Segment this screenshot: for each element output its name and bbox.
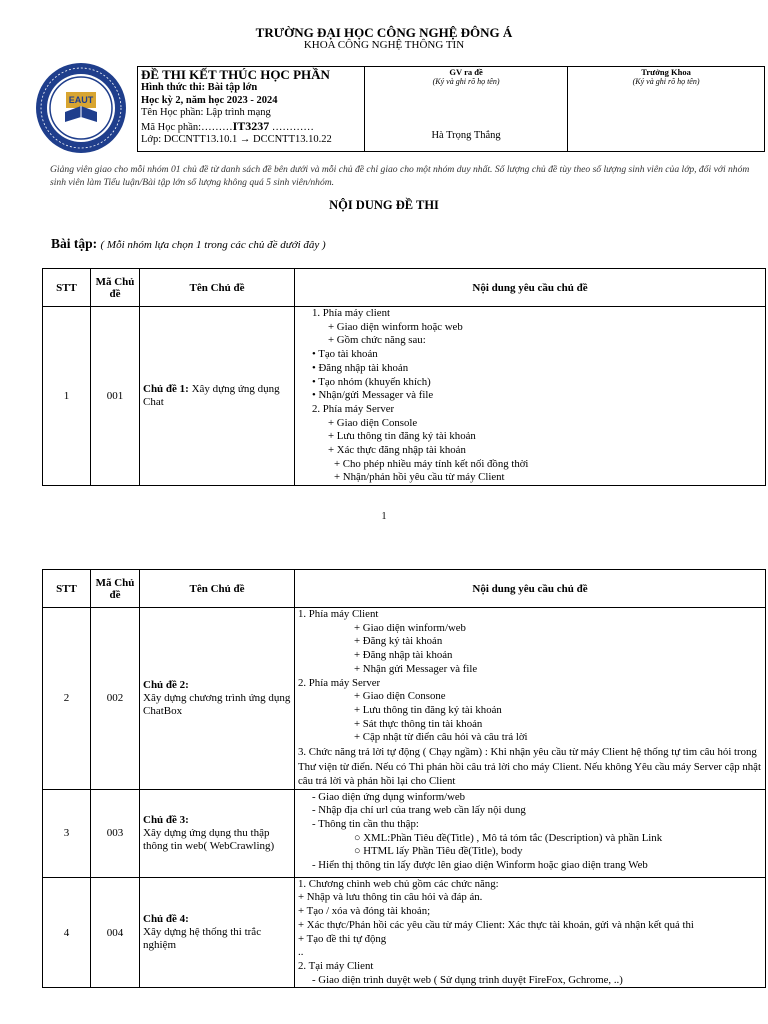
page-number: 1 [381, 511, 387, 522]
table-header-row [43, 570, 766, 608]
topic-name-bold: Chủ đề 1: [143, 383, 189, 396]
topic-name-bold: Chủ đề 3: [143, 813, 189, 826]
logo-text: EAUT [68, 95, 94, 105]
topic-stt: 1 [43, 307, 91, 486]
topics-table-page1 [42, 268, 766, 486]
instruction-note: Giảng viên giao cho mỗi nhóm 01 chủ đề từ danh sách đề bên dưới và mỗi chủ đề chỉ giao cho một nhóm duy nhất. Số lượng chủ đề tùy theo số lượng sinh viên của lớp, đối với nhóm sinh viên làm Tiểu luận/Bài tập lớn số lượng không quá 5 sinh viên/nhóm. [50, 164, 750, 188]
topics-table-page2 [42, 569, 766, 988]
topic-name [140, 608, 295, 790]
topic-name-rest: Xây dựng ứng dụng Chat [143, 383, 280, 409]
content-line: 1. Chương chình web chủ gồm các chức năng: [298, 877, 499, 890]
section-title: NỘI DUNG ĐỀ THI [329, 198, 439, 212]
table-row [43, 789, 766, 877]
exam-form: Hình thức thi: Bài tập lớn [141, 82, 258, 93]
topic-content [295, 307, 766, 486]
header-content: Nội dung yêu cầu chủ đề [295, 269, 766, 307]
exam-info-table [137, 66, 765, 152]
content-line: + Lưu thông tin đăng ký tài khoản [354, 703, 502, 716]
topic-name [140, 789, 295, 877]
content-line: - Nhập địa chỉ url của trang web cần lấy nội dung [312, 804, 526, 817]
topic-name-bold: Chủ đề 2: [143, 678, 189, 691]
content-line: - Giao diện trình duyệt web ( Sử dụng trình duyệt FireFox, Gchrome, ..) [312, 973, 623, 986]
content-line: ○ XML:Phần Tiêu đề(Title) , Mô tả tóm tắc (Description) và phần Link [354, 831, 663, 844]
content-line: + Giao diện Consone [354, 690, 446, 703]
content-line: 2. Phía máy Server [298, 676, 381, 689]
exam-info-cell [138, 67, 365, 152]
content-line: - Giao diện ứng dụng winform/web [312, 790, 466, 803]
content-line: 2. Tại máy Client [298, 959, 374, 972]
content-line: + Nhận/phản hồi yêu cầu từ máy Client [334, 471, 505, 484]
lecturer-label: GV ra đề [449, 67, 483, 77]
exercise-heading [51, 236, 326, 252]
exam-title: ĐỀ THI KẾT THÚC HỌC PHẦN [141, 67, 330, 82]
content-line: + Lưu thông tin đăng ký tài khoản [328, 430, 476, 443]
topic-code: 004 [91, 877, 140, 988]
topic-code: 001 [91, 307, 140, 486]
dean-signature-cell [568, 67, 765, 152]
content-line: .. [298, 946, 304, 959]
table-row [43, 307, 766, 486]
lecturer-sub: (Ký và ghi rõ họ tên) [432, 77, 500, 86]
content-line: + Xác thực/Phản hồi các yêu cầu từ máy Client: Xác thực tài khoản, gửi và nhận kết quả thi [298, 918, 694, 931]
exam-code-prefix: Mã Học phần:……… [141, 121, 233, 133]
content-line: - Hiển thị thông tin lấy được lên giao diện Winform hoặc giao diện trang Web [312, 859, 648, 872]
content-line: + Gồm chức năng sau: [328, 334, 426, 347]
topic-content [295, 789, 766, 877]
content-line: + Đăng ký tài khoản [354, 635, 443, 648]
content-line: + Giao diện winform hoặc web [328, 320, 463, 333]
content-line: 3. Chức năng trả lời tự động ( Chạy ngầm) : Khi nhận yêu cầu từ máy Client hệ thống tự tìm câu hỏi trong Thư viện từ điển. Nếu có Thì phản hồi câu trả lời cho máy Client. Nếu không Yêu cầu máy Server cập nhật câu trả lời và phản hồi lại cho Client [298, 746, 761, 788]
content-line: 1. Phía máy Client [298, 608, 379, 620]
topic-content [295, 608, 766, 790]
topic-name [140, 877, 295, 988]
table-row [43, 877, 766, 988]
topic-name-rest: Xây dựng ứng dụng thu thập thông tin web( WebCrawling) [143, 826, 275, 852]
content-line: + Xác thực đăng nhập tài khoản [328, 444, 466, 457]
topic-code: 002 [91, 608, 140, 790]
content-line: - Thông tin cần thu thập: [312, 817, 419, 830]
topic-name [140, 307, 295, 486]
content-line: ○ HTML lấy Phần Tiêu đề(Title), body [354, 845, 523, 858]
header-code: Mã Chủ đề [91, 269, 140, 307]
header-name: Tên Chủ đề [140, 269, 295, 307]
content-line: 1. Phía máy client [312, 307, 390, 319]
faculty-name: KHOA CÔNG NGHỆ THÔNG TIN [303, 39, 465, 51]
header-stt: STT [43, 570, 91, 608]
topic-stt: 4 [43, 877, 91, 988]
content-line: + Đăng nhập tài khoản [354, 649, 453, 662]
topic-name-bold: Chủ đề 4: [143, 913, 189, 926]
university-logo [35, 62, 127, 154]
topic-stt: 2 [43, 608, 91, 790]
content-line: + Nhập và lưu thông tin câu hỏi và đáp án. [298, 891, 483, 904]
dean-sub: (Ký và ghi rõ họ tên) [632, 77, 700, 86]
content-line: + Nhận gửi Messager và file [354, 662, 478, 675]
content-line: + Tạo đề thi tự động [298, 932, 387, 945]
exam-semester: Học kỳ 2, năm học 2023 - 2024 [141, 94, 278, 106]
topic-stt: 3 [43, 789, 91, 877]
topic-name-rest: Xây dựng chương trình ứng dụng ChatBox [143, 691, 291, 717]
content-line: • Đăng nhập tài khoản [312, 361, 409, 374]
topic-content [295, 877, 766, 988]
content-line: + Giao diện Console [328, 416, 418, 429]
table-row [43, 608, 766, 790]
exam-code: IT3237 [232, 118, 270, 133]
exam-code-line [141, 120, 361, 135]
topic-name-rest: Xây dựng hệ thống thi trắc nghiệm [143, 926, 262, 952]
exam-course: Tên Học phần: Lập trình mạng [141, 107, 271, 118]
content-line: + Sát thực thông tin tài khoản [354, 717, 483, 730]
content-line: • Tạo nhóm (khuyến khích) [312, 375, 431, 388]
exercise-label: Bài tập: [51, 236, 98, 251]
university-name: TRƯỜNG ĐẠI HỌC CÔNG NGHỆ ĐÔNG Á [255, 25, 513, 40]
content-line: + Giao diện winform/web [354, 621, 466, 634]
content-line: + Tạo / xóa và đóng tài khoản; [298, 905, 431, 918]
table-header-row [43, 269, 766, 307]
content-line: • Tạo tài khoản [312, 348, 378, 361]
dean-label: Trưởng Khoa [641, 67, 691, 77]
content-line: + Cho phép nhiều máy tính kết nối đồng thời [334, 457, 529, 470]
exercise-instruction: ( Mỗi nhóm lựa chọn 1 trong các chủ đề dưới đây ) [100, 239, 326, 251]
lecturer-name: Hà Trọng Thắng [431, 130, 501, 141]
exam-code-suffix: ………… [269, 121, 314, 133]
topic-code: 003 [91, 789, 140, 877]
content-line: 2. Phía máy Server [312, 402, 395, 415]
header-content: Nội dung yêu cầu chủ đề [295, 570, 766, 608]
lecturer-signature-cell [365, 67, 568, 152]
content-line: • Nhận/gửi Messager và file [312, 389, 434, 402]
header-stt: STT [43, 269, 91, 307]
content-line: + Cập nhật từ điển câu hỏi và câu trả lời [354, 731, 528, 744]
exam-classes: Lớp: DCCNTT13.10.1 → DCCNTT13.10.22 [141, 134, 332, 145]
header-code: Mã Chủ đề [91, 570, 140, 608]
header-name: Tên Chủ đề [140, 570, 295, 608]
